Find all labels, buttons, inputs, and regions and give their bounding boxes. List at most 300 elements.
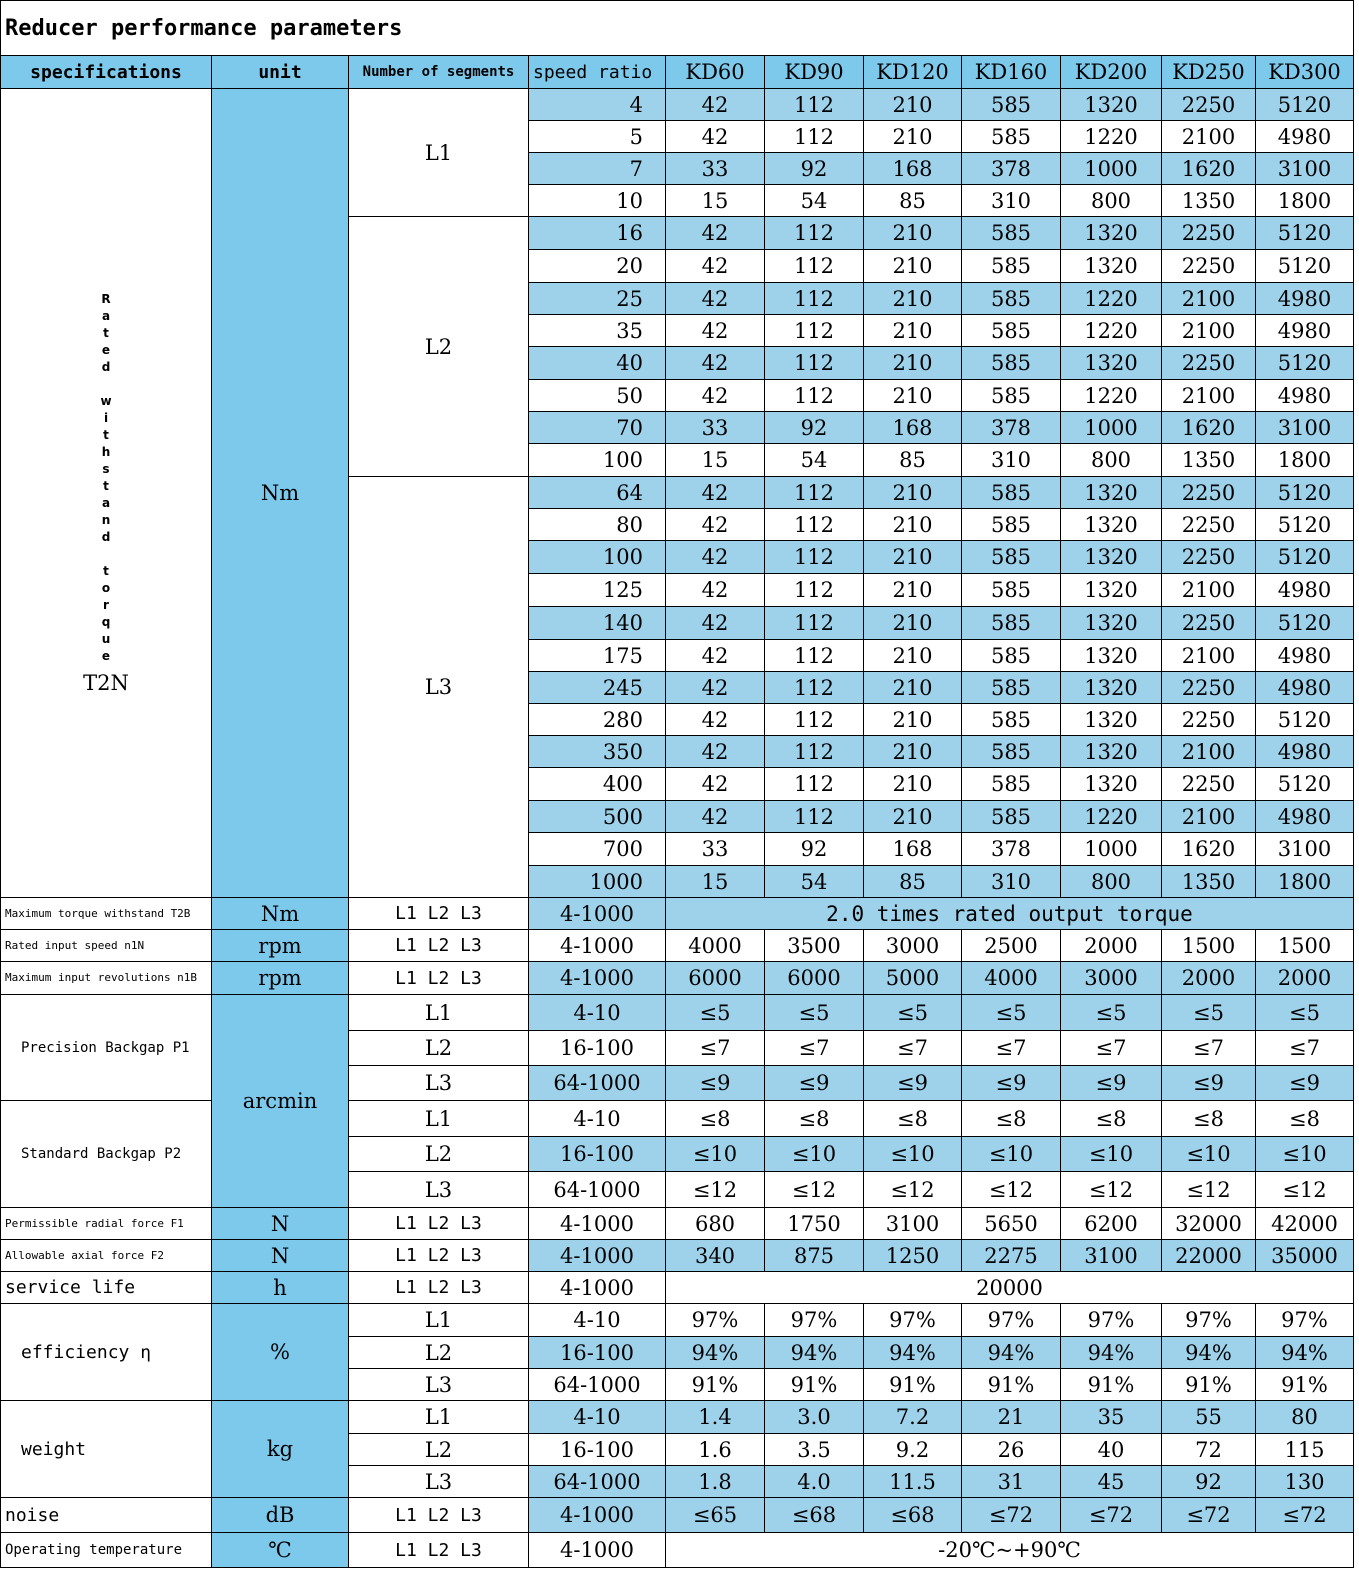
torque-value-cell: 4980 — [1255, 282, 1354, 315]
max-input-rev-unit: rpm — [211, 961, 349, 995]
torque-value-cell: 42 — [665, 508, 765, 541]
spec-value-cell: 91% — [1161, 1368, 1256, 1401]
spec-value-cell: ≤12 — [961, 1171, 1061, 1208]
torque-value-cell: 585 — [961, 540, 1061, 574]
spec-value-cell: 31 — [961, 1465, 1061, 1498]
torque-value-cell: 112 — [764, 88, 864, 121]
torque-value-cell: 5120 — [1255, 216, 1354, 250]
torque-value-cell: 585 — [961, 508, 1061, 541]
torque-value-cell: 54 — [764, 865, 864, 898]
speed-ratio-cell: 20 — [528, 249, 666, 283]
speed-ratio-cell: 64-1000 — [528, 1465, 666, 1498]
rated-input-speed-label: Rated input speed n1N — [0, 929, 212, 962]
spec-value-cell: ≤12 — [1060, 1171, 1162, 1208]
torque-value-cell: 2100 — [1161, 314, 1256, 347]
rated-torque-label — [0, 88, 212, 898]
spec-value-cell: 2000 — [1161, 961, 1256, 995]
spec-value-cell: 94% — [1060, 1336, 1162, 1369]
torque-value-cell: 2250 — [1161, 703, 1256, 736]
torque-value-cell: 1320 — [1060, 735, 1162, 768]
spec-value-cell: 4000 — [961, 961, 1061, 995]
torque-value-cell: 378 — [961, 832, 1061, 866]
torque-value-cell: 112 — [764, 476, 864, 509]
spec-value-cell: 55 — [1161, 1400, 1256, 1434]
torque-value-cell: 4980 — [1255, 735, 1354, 768]
torque-value-cell: 1320 — [1060, 703, 1162, 736]
torque-value-cell: 85 — [863, 184, 962, 217]
torque-value-cell: 1320 — [1060, 346, 1162, 380]
speed-ratio-cell: 16-100 — [528, 1433, 666, 1466]
torque-value-cell: 15 — [665, 184, 765, 217]
speed-ratio-cell: 4-10 — [528, 994, 666, 1031]
spec-value-cell: ≤10 — [764, 1136, 864, 1172]
operating-temp-label: Operating temperature — [0, 1532, 212, 1568]
segment-label: L2 — [348, 1030, 529, 1066]
spec-value-cell: 94% — [764, 1336, 864, 1369]
torque-value-cell: 1320 — [1060, 88, 1162, 121]
speed-ratio-cell: 16-100 — [528, 1336, 666, 1369]
service-life-value: 20000 — [665, 1271, 1354, 1304]
torque-value-cell: 800 — [1060, 443, 1162, 477]
torque-value-cell: 585 — [961, 800, 1061, 833]
speed-ratio-cell: 4-10 — [528, 1303, 666, 1337]
torque-value-cell: 42 — [665, 314, 765, 347]
spec-value-cell: 21 — [961, 1400, 1061, 1434]
spec-value-cell: ≤8 — [961, 1100, 1061, 1137]
spec-value-cell: ≤10 — [961, 1136, 1061, 1172]
weight-label: weight — [0, 1400, 212, 1498]
torque-value-cell: 210 — [863, 639, 962, 672]
torque-value-cell: 112 — [764, 671, 864, 704]
speed-ratio-cell: 70 — [528, 411, 666, 444]
segments-cell: L1 L2 L3 — [348, 1207, 529, 1240]
torque-value-cell: 210 — [863, 88, 962, 121]
segments-cell: L1 L2 L3 — [348, 961, 529, 995]
torque-value-cell: 1320 — [1060, 606, 1162, 640]
torque-value-cell: 310 — [961, 184, 1061, 217]
header-model: KD160 — [961, 55, 1061, 89]
torque-value-cell: 5120 — [1255, 703, 1354, 736]
spec-value-cell: 11.5 — [863, 1465, 962, 1498]
spec-value-cell: ≤12 — [764, 1171, 864, 1208]
torque-value-cell: 1220 — [1060, 282, 1162, 315]
torque-value-cell: 210 — [863, 573, 962, 607]
speed-ratio-cell: 64 — [528, 476, 666, 509]
spec-value-cell: 97% — [1255, 1303, 1354, 1337]
torque-value-cell: 585 — [961, 671, 1061, 704]
spec-value-cell: 340 — [665, 1239, 765, 1272]
torque-value-cell: 210 — [863, 508, 962, 541]
spec-value-cell: ≤8 — [1161, 1100, 1256, 1137]
spec-value-cell: 91% — [1255, 1368, 1354, 1401]
torque-value-cell: 112 — [764, 735, 864, 768]
spec-value-cell: 32000 — [1161, 1207, 1256, 1240]
spec-value-cell: 97% — [1060, 1303, 1162, 1337]
spec-value-cell: 94% — [1255, 1336, 1354, 1369]
torque-value-cell: 5120 — [1255, 476, 1354, 509]
header-speed-ratio: speed ratio — [528, 55, 666, 89]
segment-label: L3 — [348, 1065, 529, 1101]
spec-value-cell: 45 — [1060, 1465, 1162, 1498]
spec-value-cell: ≤5 — [1161, 994, 1256, 1031]
torque-value-cell: 2100 — [1161, 379, 1256, 412]
spec-value-cell: ≤7 — [961, 1030, 1061, 1066]
torque-value-cell: 42 — [665, 606, 765, 640]
torque-value-cell: 112 — [764, 249, 864, 283]
torque-value-cell: 210 — [863, 282, 962, 315]
torque-value-cell: 3100 — [1255, 152, 1354, 185]
torque-value-cell: 92 — [764, 411, 864, 444]
precision-backgap-label: Precision Backgap P1 — [0, 994, 212, 1101]
torque-value-cell: 112 — [764, 703, 864, 736]
spec-value-cell: 40 — [1060, 1433, 1162, 1466]
spec-value-cell: 3100 — [863, 1207, 962, 1240]
torque-value-cell: 112 — [764, 767, 864, 801]
torque-value-cell: 42 — [665, 573, 765, 607]
spec-value-cell: ≤9 — [1060, 1065, 1162, 1101]
torque-value-cell: 112 — [764, 282, 864, 315]
spec-value-cell: 3.5 — [764, 1433, 864, 1466]
torque-value-cell: 2250 — [1161, 88, 1256, 121]
torque-value-cell: 585 — [961, 606, 1061, 640]
torque-value-cell: 585 — [961, 282, 1061, 315]
speed-ratio-cell: 4-1000 — [528, 1271, 666, 1304]
spec-value-cell: ≤10 — [665, 1136, 765, 1172]
torque-value-cell: 1220 — [1060, 120, 1162, 153]
service-life-label: service life — [0, 1271, 212, 1304]
segments-cell: L1 L2 L3 — [348, 1239, 529, 1272]
spec-value-cell: ≤8 — [1255, 1100, 1354, 1137]
spec-value-cell: ≤8 — [764, 1100, 864, 1137]
torque-value-cell: 42 — [665, 379, 765, 412]
torque-value-cell: 1220 — [1060, 800, 1162, 833]
spec-value-cell: ≤65 — [665, 1497, 765, 1533]
spec-value-cell: ≤68 — [863, 1497, 962, 1533]
torque-value-cell: 42 — [665, 671, 765, 704]
torque-value-cell: 210 — [863, 800, 962, 833]
torque-value-cell: 585 — [961, 314, 1061, 347]
spec-value-cell: ≤9 — [1161, 1065, 1256, 1101]
spec-value-cell: ≤10 — [863, 1136, 962, 1172]
speed-ratio-cell: 4-10 — [528, 1100, 666, 1137]
torque-value-cell: 585 — [961, 216, 1061, 250]
torque-value-cell: 210 — [863, 606, 962, 640]
torque-value-cell: 1800 — [1255, 865, 1354, 898]
torque-value-cell: 1000 — [1060, 152, 1162, 185]
speed-ratio-cell: 175 — [528, 639, 666, 672]
spec-value-cell: ≤10 — [1255, 1136, 1354, 1172]
speed-ratio-cell: 80 — [528, 508, 666, 541]
torque-value-cell: 112 — [764, 314, 864, 347]
torque-value-cell: 42 — [665, 88, 765, 121]
torque-value-cell: 33 — [665, 411, 765, 444]
spec-value-cell: ≤7 — [665, 1030, 765, 1066]
spec-value-cell: ≤5 — [863, 994, 962, 1031]
spec-value-cell: 1500 — [1255, 929, 1354, 962]
spec-value-cell: 91% — [665, 1368, 765, 1401]
torque-value-cell: 210 — [863, 314, 962, 347]
header-model: KD250 — [1161, 55, 1256, 89]
spec-value-cell: 7.2 — [863, 1400, 962, 1434]
speed-ratio-cell: 140 — [528, 606, 666, 640]
speed-ratio-cell: 700 — [528, 832, 666, 866]
torque-value-cell: 54 — [764, 443, 864, 477]
axial-force-unit: N — [211, 1239, 349, 1272]
spec-value-cell: ≤8 — [1060, 1100, 1162, 1137]
spec-value-cell: ≤7 — [863, 1030, 962, 1066]
torque-value-cell: 800 — [1060, 184, 1162, 217]
spec-value-cell: ≤5 — [665, 994, 765, 1031]
torque-value-cell: 1800 — [1255, 443, 1354, 477]
spec-value-cell: 875 — [764, 1239, 864, 1272]
torque-value-cell: 112 — [764, 379, 864, 412]
spec-value-cell: 91% — [764, 1368, 864, 1401]
torque-value-cell: 1220 — [1060, 314, 1162, 347]
torque-value-cell: 210 — [863, 216, 962, 250]
radial-force-label: Permissible radial force F1 — [0, 1207, 212, 1240]
speed-ratio-cell: 16 — [528, 216, 666, 250]
spec-value-cell: 97% — [1161, 1303, 1256, 1337]
torque-value-cell: 1320 — [1060, 573, 1162, 607]
torque-value-cell: 112 — [764, 639, 864, 672]
segments-cell: L1 L2 L3 — [348, 897, 529, 930]
speed-ratio-cell: 100 — [528, 540, 666, 574]
spec-value-cell: 2000 — [1255, 961, 1354, 995]
segment-label: L1 — [348, 1303, 529, 1337]
spec-value-cell: ≤9 — [1255, 1065, 1354, 1101]
spec-value-cell: 3000 — [863, 929, 962, 962]
header-model: KD60 — [665, 55, 765, 89]
torque-value-cell: 92 — [764, 832, 864, 866]
speed-ratio-cell: 4-1000 — [528, 961, 666, 995]
spec-value-cell: 94% — [863, 1336, 962, 1369]
max-torque-unit: Nm — [211, 897, 349, 930]
speed-ratio-cell: 10 — [528, 184, 666, 217]
spec-value-cell: ≤12 — [665, 1171, 765, 1208]
spec-value-cell: 4.0 — [764, 1465, 864, 1498]
speed-ratio-cell: 16-100 — [528, 1136, 666, 1172]
standard-backgap-label: Standard Backgap P2 — [0, 1100, 212, 1208]
weight-unit: kg — [211, 1400, 349, 1498]
spec-value-cell: 91% — [961, 1368, 1061, 1401]
segment-label: L2 — [348, 1136, 529, 1172]
speed-ratio-cell: 4-10 — [528, 1400, 666, 1434]
torque-value-cell: 2250 — [1161, 249, 1256, 283]
speed-ratio-cell: 280 — [528, 703, 666, 736]
torque-value-cell: 2100 — [1161, 573, 1256, 607]
spec-value-cell: ≤9 — [764, 1065, 864, 1101]
torque-value-cell: 210 — [863, 767, 962, 801]
torque-value-cell: 1620 — [1161, 411, 1256, 444]
speed-ratio-cell: 500 — [528, 800, 666, 833]
spec-value-cell: 6000 — [764, 961, 864, 995]
torque-value-cell: 4980 — [1255, 573, 1354, 607]
torque-value-cell: 585 — [961, 88, 1061, 121]
segment-label: L2 — [348, 1336, 529, 1369]
spec-value-cell: 5650 — [961, 1207, 1061, 1240]
torque-value-cell: 5120 — [1255, 508, 1354, 541]
torque-value-cell: 42 — [665, 540, 765, 574]
torque-value-cell: 42 — [665, 249, 765, 283]
speed-ratio-cell: 4-1000 — [528, 1532, 666, 1568]
spec-value-cell: ≤72 — [1255, 1497, 1354, 1533]
spec-value-cell: ≤9 — [961, 1065, 1061, 1101]
torque-value-cell: 585 — [961, 476, 1061, 509]
service-life-unit: h — [211, 1271, 349, 1304]
speed-ratio-cell: 5 — [528, 120, 666, 153]
speed-ratio-cell: 4-1000 — [528, 1497, 666, 1533]
torque-value-cell: 210 — [863, 476, 962, 509]
torque-value-cell: 2100 — [1161, 282, 1256, 315]
torque-value-cell: 112 — [764, 346, 864, 380]
spec-value-cell: 4000 — [665, 929, 765, 962]
torque-value-cell: 1350 — [1161, 184, 1256, 217]
speed-ratio-cell: 40 — [528, 346, 666, 380]
operating-temp-unit: ℃ — [211, 1532, 349, 1568]
torque-value-cell: 1320 — [1060, 540, 1162, 574]
segment-label: L3 — [348, 1171, 529, 1208]
torque-value-cell: 5120 — [1255, 540, 1354, 574]
torque-value-cell: 1320 — [1060, 508, 1162, 541]
torque-value-cell: 15 — [665, 865, 765, 898]
spec-value-cell: 3500 — [764, 929, 864, 962]
spec-value-cell: 35000 — [1255, 1239, 1354, 1272]
torque-value-cell: 2250 — [1161, 671, 1256, 704]
torque-value-cell: 112 — [764, 216, 864, 250]
speed-ratio-cell: 4-1000 — [528, 1239, 666, 1272]
torque-value-cell: 2250 — [1161, 508, 1256, 541]
spec-value-cell: ≤8 — [863, 1100, 962, 1137]
torque-value-cell: 2250 — [1161, 606, 1256, 640]
torque-value-cell: 210 — [863, 379, 962, 412]
torque-value-cell: 310 — [961, 443, 1061, 477]
torque-value-cell: 168 — [863, 152, 962, 185]
torque-value-cell: 5120 — [1255, 346, 1354, 380]
segment-label: L3 — [348, 1368, 529, 1401]
torque-value-cell: 1320 — [1060, 671, 1162, 704]
torque-value-cell: 5120 — [1255, 88, 1354, 121]
radial-force-unit: N — [211, 1207, 349, 1240]
torque-value-cell: 42 — [665, 639, 765, 672]
segment-label: L1 — [348, 88, 529, 217]
segment-label: L3 — [348, 476, 529, 898]
torque-value-cell: 2250 — [1161, 540, 1256, 574]
operating-temp-value: -20℃~+90℃ — [665, 1532, 1354, 1568]
torque-value-cell: 585 — [961, 120, 1061, 153]
rated-torque-symbol: T2N — [83, 671, 129, 695]
torque-value-cell: 210 — [863, 671, 962, 704]
torque-value-cell: 112 — [764, 540, 864, 574]
segment-label: L3 — [348, 1465, 529, 1498]
torque-value-cell: 378 — [961, 411, 1061, 444]
header-model: KD200 — [1060, 55, 1162, 89]
header-segments: Number of segments — [348, 55, 529, 89]
torque-value-cell: 210 — [863, 540, 962, 574]
torque-value-cell: 5120 — [1255, 767, 1354, 801]
efficiency-unit: % — [211, 1303, 349, 1401]
noise-unit: dB — [211, 1497, 349, 1533]
torque-value-cell: 42 — [665, 282, 765, 315]
torque-value-cell: 112 — [764, 800, 864, 833]
spec-value-cell: 80 — [1255, 1400, 1354, 1434]
backgap-unit: arcmin — [211, 994, 349, 1208]
torque-value-cell: 3100 — [1255, 832, 1354, 866]
speed-ratio-cell: 64-1000 — [528, 1171, 666, 1208]
speed-ratio-cell: 16-100 — [528, 1030, 666, 1066]
torque-value-cell: 585 — [961, 346, 1061, 380]
spec-value-cell: 91% — [1060, 1368, 1162, 1401]
torque-value-cell: 2250 — [1161, 767, 1256, 801]
torque-value-cell: 4980 — [1255, 639, 1354, 672]
spec-value-cell: 1250 — [863, 1239, 962, 1272]
torque-value-cell: 585 — [961, 639, 1061, 672]
torque-value-cell: 2100 — [1161, 120, 1256, 153]
torque-value-cell: 1620 — [1161, 832, 1256, 866]
spec-value-cell: 97% — [764, 1303, 864, 1337]
spec-value-cell: 115 — [1255, 1433, 1354, 1466]
torque-value-cell: 5120 — [1255, 249, 1354, 283]
spec-value-cell: ≤68 — [764, 1497, 864, 1533]
torque-value-cell: 1220 — [1060, 379, 1162, 412]
spec-value-cell: 2500 — [961, 929, 1061, 962]
spec-value-cell: 6200 — [1060, 1207, 1162, 1240]
rated-torque-vertical-text: R a t e d w i t h s t a n d t o r q u e — [100, 292, 112, 663]
torque-value-cell: 42 — [665, 120, 765, 153]
torque-value-cell: 42 — [665, 735, 765, 768]
spec-value-cell: 94% — [961, 1336, 1061, 1369]
spec-value-cell: 1.4 — [665, 1400, 765, 1434]
spec-value-cell: 1500 — [1161, 929, 1256, 962]
speed-ratio-cell: 125 — [528, 573, 666, 607]
spec-value-cell: ≤72 — [1060, 1497, 1162, 1533]
speed-ratio-cell: 35 — [528, 314, 666, 347]
torque-value-cell: 2250 — [1161, 346, 1256, 380]
torque-value-cell: 112 — [764, 606, 864, 640]
segment-label: L2 — [348, 216, 529, 477]
torque-value-cell: 1350 — [1161, 865, 1256, 898]
spec-value-cell: 92 — [1161, 1465, 1256, 1498]
torque-value-cell: 168 — [863, 832, 962, 866]
header-unit: unit — [211, 55, 349, 89]
torque-value-cell: 585 — [961, 379, 1061, 412]
spec-value-cell: 1.6 — [665, 1433, 765, 1466]
spec-value-cell: 22000 — [1161, 1239, 1256, 1272]
torque-value-cell: 33 — [665, 152, 765, 185]
torque-value-cell: 112 — [764, 120, 864, 153]
torque-value-cell: 1320 — [1060, 767, 1162, 801]
spec-value-cell: ≤5 — [1255, 994, 1354, 1031]
torque-value-cell: 85 — [863, 865, 962, 898]
speed-ratio-cell: 245 — [528, 671, 666, 704]
speed-ratio-cell: 350 — [528, 735, 666, 768]
torque-value-cell: 54 — [764, 184, 864, 217]
torque-value-cell: 210 — [863, 735, 962, 768]
speed-ratio-cell: 1000 — [528, 865, 666, 898]
spec-value-cell: ≤5 — [961, 994, 1061, 1031]
torque-value-cell: 210 — [863, 346, 962, 380]
spec-value-cell: ≤9 — [665, 1065, 765, 1101]
torque-value-cell: 168 — [863, 411, 962, 444]
speed-ratio-cell: 4-1000 — [528, 1207, 666, 1240]
torque-value-cell: 210 — [863, 249, 962, 283]
torque-value-cell: 1320 — [1060, 249, 1162, 283]
spec-value-cell: 3000 — [1060, 961, 1162, 995]
torque-value-cell: 42 — [665, 216, 765, 250]
torque-value-cell: 1320 — [1060, 639, 1162, 672]
spec-value-cell: 2000 — [1060, 929, 1162, 962]
spec-value-cell: 94% — [665, 1336, 765, 1369]
torque-value-cell: 85 — [863, 443, 962, 477]
